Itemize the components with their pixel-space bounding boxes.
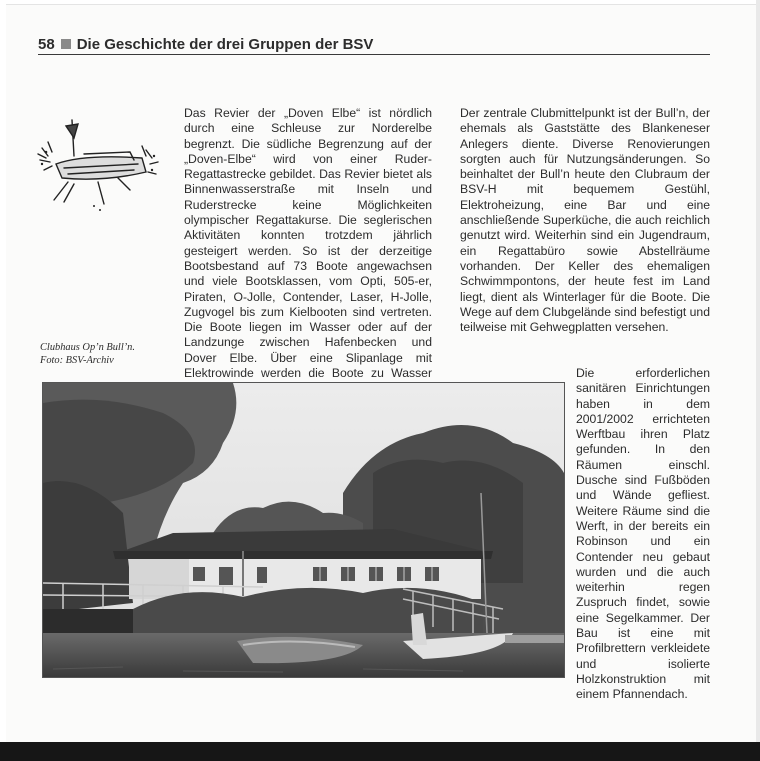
boat-sketch-illustration [34,112,162,216]
body-text-column-narrow: Die erforderlichen sanitären Einrichtungen haben in dem 2001/2002 errichteten Werftbau ihren Platz gefunden. In den Räumen einschl. Dusche sind Fußböden und Wände gefliest. Weitere Räume sind die Werft, in der bereits ein Robinson und ein Contender neu gebaut wurden und die auch weiterhin regen Zuspruch findet, sowie eine Segelkammer. Der Bau ist eine mit Profilbrettern verkleidete und isolierte Holzkonstruktion mit einem Pfannendach. [576,366,710,702]
page-header [38,34,710,55]
page-edge [756,0,760,742]
scan-bottom-border [0,742,760,761]
caption-credit: Foto: BSV-Archiv [40,355,114,366]
body-text-column-left: Das Revier der „Doven Elbe“ ist nördlich durch eine Schleuse zur Norderelbe begrenzt. Die südliche Begrenzung auf der „Doven-Elbe“ wird von einer Ruder-Regattastrecke gebildet. Das Revier bietet als Binnenwasserstraße mit Inseln und Ruderstrecke keine Möglichkeiten olympischer Regattakurse. Die seglerischen Aktivitäten konnten trotzdem jährlich gesteigert werden. So ist der derzeitige Bootsbestand auf 73 Boote angewachsen und viele Bootsklassen, vom Opti, 505-er, Piraten, O-Jolle, Contender, Laser, H-Jolle, Zugvogel bis zum Kielbooten sind vertreten. Die Boote liegen im Wasser oder auf der Landzunge zwischen Hafenbecken und Dover Elbe. Über eine Slipanlage mit Elektrowinde werden die Boote zu Wasser [184,106,432,381]
photo-caption [40,341,170,367]
clubhouse-photo [42,382,565,678]
page-number: 58 [38,35,55,53]
caption-title: Clubhaus Op’n Bull’n. [40,342,135,353]
square-bullet-icon [61,39,71,49]
page-title: Die Geschichte der drei Gruppen der BSV [76,35,374,53]
body-text-column-right: Der zentrale Clubmittelpunkt ist der Bull’n, der ehemals als Gaststätte des Blankeneser Anlegers diente. Diverse Renovierungen sorgten auch für Nutzungsänderungen. So beinhaltet der Bull’n heute den Clubraum der BSV-H mit bequemem Gestühl, Elektroheizung, eine Bar und eine anschließende Superküche, die auch reichlich genutzt wird. Weiterhin sind ein Jugendraum, ein Regattabüro sowie Abstellräume vorhanden. Der Keller des ehemaligen Schwimmpontons, der heute fest im Land liegt, dient als Winterlager für die Boote. Die Wege auf dem Clubgelände sind befestigt und teilweise mit Gehwegplatten versehen. [460,106,710,335]
